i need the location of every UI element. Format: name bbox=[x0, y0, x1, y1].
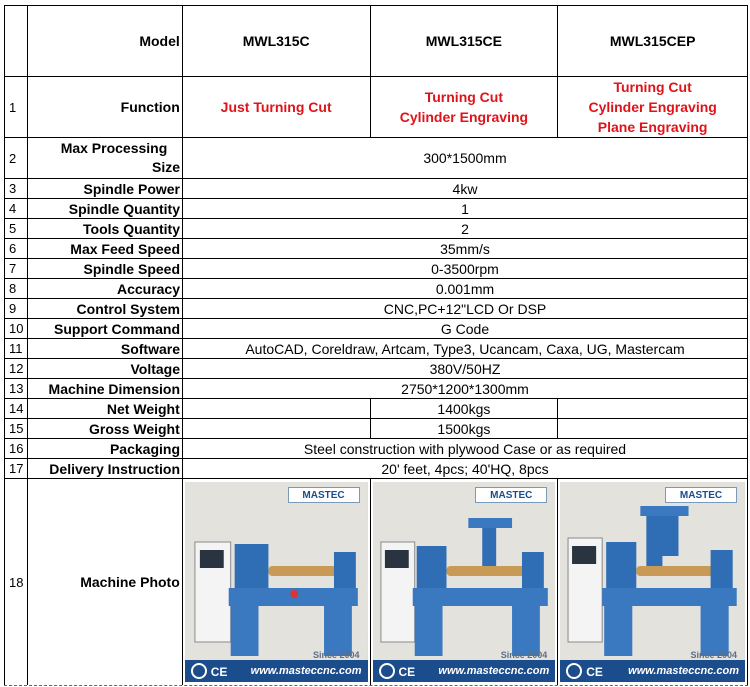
spec-row bbox=[4, 379, 748, 398]
row-index: 6 bbox=[4, 239, 28, 258]
empty-cell bbox=[558, 399, 748, 418]
row-index: 7 bbox=[4, 259, 28, 278]
certificate-icon bbox=[379, 663, 395, 679]
spec-row bbox=[4, 459, 748, 478]
row-index: 11 bbox=[4, 339, 28, 358]
row-label: Net Weight bbox=[28, 399, 183, 418]
spec-row bbox=[4, 339, 748, 358]
row-index: 18 bbox=[4, 479, 28, 685]
certificate-icon bbox=[191, 663, 207, 679]
spec-value: 0.001mm bbox=[183, 279, 748, 298]
since-text: Since 2004 bbox=[312, 650, 360, 660]
spec-row bbox=[4, 299, 748, 318]
brand-logo: MASTEC bbox=[288, 487, 360, 503]
website-banner: www.masteccnc.com bbox=[185, 660, 368, 682]
row-index: 2 bbox=[4, 138, 28, 178]
row-index: 1 bbox=[4, 77, 28, 137]
spec-value: 1 bbox=[183, 199, 748, 218]
row-label: Software bbox=[28, 339, 183, 358]
spec-row bbox=[4, 419, 748, 438]
spec-row bbox=[4, 279, 748, 298]
spec-value: 4kw bbox=[183, 179, 748, 198]
ce-mark: CE bbox=[586, 665, 603, 679]
spec-row bbox=[4, 219, 748, 238]
spec-value: 0-3500rpm bbox=[183, 259, 748, 278]
spec-value: 1400kgs bbox=[371, 399, 559, 418]
row-label: Spindle Power bbox=[28, 179, 183, 198]
row-index: 14 bbox=[4, 399, 28, 418]
empty-cell bbox=[558, 419, 748, 438]
model-name: MWL315C bbox=[183, 6, 371, 76]
index-cell bbox=[4, 6, 28, 76]
function-value: Turning Cut Cylinder Engraving Plane Engraving bbox=[558, 77, 748, 137]
ce-mark: CE bbox=[398, 665, 416, 679]
since-text: Since 2004 bbox=[690, 650, 738, 660]
spec-value: 1500kgs bbox=[371, 419, 559, 438]
row-label: Spindle Quantity bbox=[28, 199, 183, 218]
spec-value: CNC,PC+12"LCD Or DSP bbox=[183, 299, 748, 318]
spec-row bbox=[4, 199, 748, 218]
website-banner: www.masteccnc.com bbox=[560, 660, 745, 682]
row-index: 8 bbox=[4, 279, 28, 298]
function-value: Turning Cut Cylinder Engraving bbox=[371, 77, 559, 137]
row-label: Gross Weight bbox=[28, 419, 183, 438]
machine-photo bbox=[558, 479, 748, 685]
row-index: 9 bbox=[4, 299, 28, 318]
photo-row bbox=[4, 479, 748, 685]
model-name: MWL315CEP bbox=[558, 6, 748, 76]
spec-value: Steel construction with plywood Case or as required bbox=[183, 439, 748, 458]
ce-mark: CE bbox=[210, 665, 228, 679]
row-label: Max Feed Speed bbox=[28, 239, 183, 258]
website-banner: www.masteccnc.com bbox=[373, 660, 556, 682]
spec-row bbox=[4, 239, 748, 258]
machine-image bbox=[185, 482, 368, 682]
spec-row bbox=[4, 439, 748, 458]
row-index: 17 bbox=[4, 459, 28, 478]
row-label: Function bbox=[28, 77, 183, 137]
row-index: 16 bbox=[4, 439, 28, 458]
row-label: Max Processing Size bbox=[28, 138, 183, 178]
brand-logo: MASTEC bbox=[475, 487, 547, 503]
row-label: Voltage bbox=[28, 359, 183, 378]
row-label: Delivery Instruction bbox=[28, 459, 183, 478]
row-index: 3 bbox=[4, 179, 28, 198]
row-label: Spindle Speed bbox=[28, 259, 183, 278]
row-label: Support Command bbox=[28, 319, 183, 338]
row-index: 4 bbox=[4, 199, 28, 218]
model-label: Model bbox=[28, 6, 183, 76]
spec-value: 20' feet, 4pcs; 40'HQ, 8pcs bbox=[183, 459, 748, 478]
spec-row bbox=[4, 179, 748, 198]
spec-row bbox=[4, 259, 748, 278]
row-label: Control System bbox=[28, 299, 183, 318]
machine-image bbox=[373, 482, 556, 682]
spec-value: 380V/50HZ bbox=[183, 359, 748, 378]
spec-row bbox=[4, 138, 748, 178]
row-index: 10 bbox=[4, 319, 28, 338]
row-label: Machine Dimension bbox=[28, 379, 183, 398]
empty-cell bbox=[183, 399, 371, 418]
spec-value: 300*1500mm bbox=[183, 138, 748, 178]
empty-cell bbox=[183, 419, 371, 438]
row-index: 15 bbox=[4, 419, 28, 438]
row-label: Machine Photo bbox=[28, 479, 183, 685]
spec-value: G Code bbox=[183, 319, 748, 338]
model-name: MWL315CE bbox=[371, 6, 559, 76]
spec-row bbox=[4, 359, 748, 378]
function-row bbox=[4, 77, 748, 137]
row-label: Accuracy bbox=[28, 279, 183, 298]
spec-row bbox=[4, 399, 748, 418]
table-header-row bbox=[4, 6, 748, 76]
spec-row bbox=[4, 319, 748, 338]
machine-photo bbox=[183, 479, 371, 685]
function-value: Just Turning Cut bbox=[183, 77, 371, 137]
machine-image bbox=[560, 482, 745, 682]
spec-value: 35mm/s bbox=[183, 239, 748, 258]
row-index: 5 bbox=[4, 219, 28, 238]
row-index: 12 bbox=[4, 359, 28, 378]
row-label: Tools Quantity bbox=[28, 219, 183, 238]
brand-logo: MASTEC bbox=[665, 487, 737, 503]
since-text: Since 2004 bbox=[500, 650, 548, 660]
row-label: Packaging bbox=[28, 439, 183, 458]
row-index: 13 bbox=[4, 379, 28, 398]
spec-value: 2750*1200*1300mm bbox=[183, 379, 748, 398]
spec-value: 2 bbox=[183, 219, 748, 238]
spec-value: AutoCAD, Coreldraw, Artcam, Type3, Ucancam, Caxa, UG, Mastercam bbox=[183, 339, 748, 358]
machine-photo bbox=[371, 479, 559, 685]
